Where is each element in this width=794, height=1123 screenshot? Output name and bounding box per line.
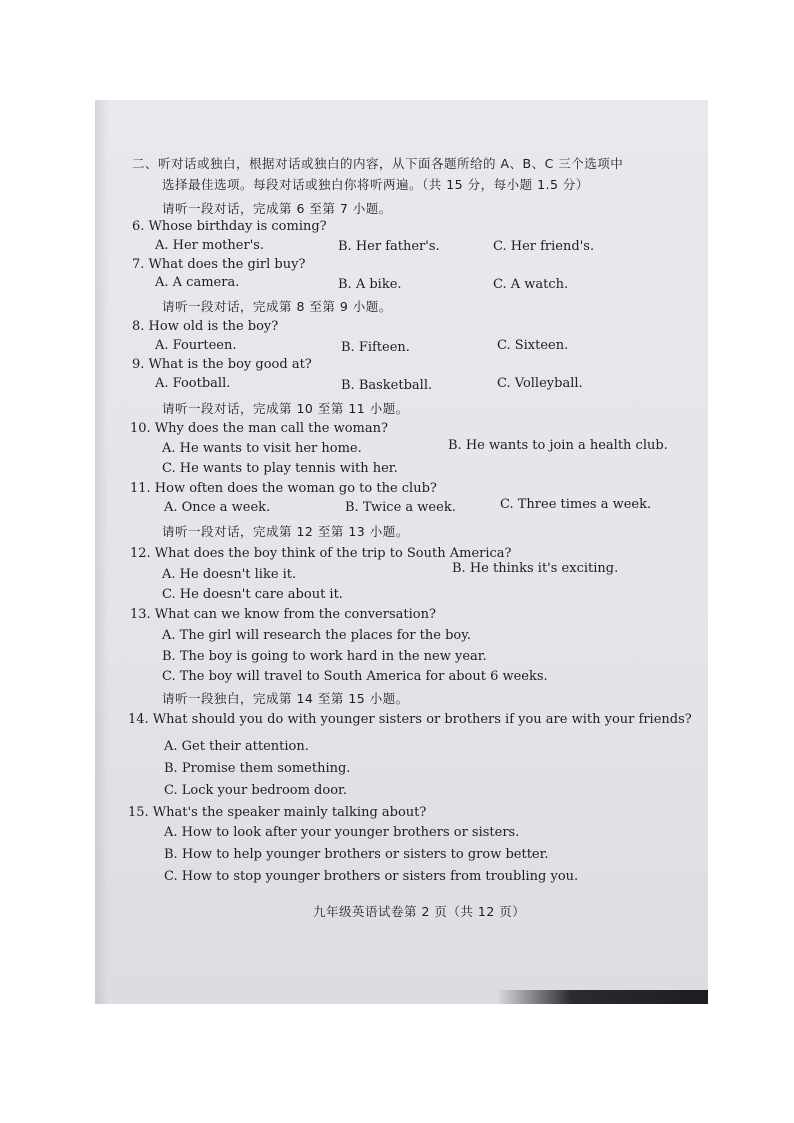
option-7a: A. A camera. xyxy=(155,275,240,290)
option-9b: B. Basketball. xyxy=(341,378,433,393)
instruction-q12-13: 请听一段对话，完成第 12 至第 13 小题。 xyxy=(162,524,409,539)
option-8a: A. Fourteen. xyxy=(155,338,237,353)
question-15: 15. What's the speaker mainly talking about? xyxy=(128,805,427,820)
question-10: 10. Why does the man call the woman? xyxy=(130,421,388,436)
option-8c: C. Sixteen. xyxy=(497,338,569,353)
question-7: 7. What does the girl buy? xyxy=(132,257,306,272)
option-13c: C. The boy will travel to South America for about 6 weeks. xyxy=(162,669,548,684)
question-6: 6. Whose birthday is coming? xyxy=(132,219,327,234)
section-heading-line-2: 选择最佳选项。每段对话或独白你将听两遍。（共 15 分，每小题 1.5 分） xyxy=(162,177,589,192)
option-15b: B. How to help younger brothers or sisters to grow better. xyxy=(164,847,549,862)
question-8: 8. How old is the boy? xyxy=(132,319,279,334)
page-footer: 九年级英语试卷第 2 页（共 12 页） xyxy=(313,904,526,919)
section-heading-line-1: 二、听对话或独白，根据对话或独白的内容，从下面各题所给的 A、B、C 三个选项中 xyxy=(132,156,624,171)
question-13: 13. What can we know from the conversation? xyxy=(130,607,436,622)
option-14c: C. Lock your bedroom door. xyxy=(164,783,347,798)
question-11: 11. How often does the woman go to the club? xyxy=(130,481,437,496)
option-14b: B. Promise them something. xyxy=(164,761,351,776)
instruction-q6-7: 请听一段对话，完成第 6 至第 7 小题。 xyxy=(162,201,392,216)
option-12a: A. He doesn't like it. xyxy=(162,567,297,582)
option-6b: B. Her father's. xyxy=(338,239,440,254)
option-13b: B. The boy is going to work hard in the new year. xyxy=(162,649,487,664)
option-7b: B. A bike. xyxy=(338,277,402,292)
scanned-page-photo xyxy=(95,100,708,1004)
option-9a: A. Football. xyxy=(155,376,231,391)
option-8b: B. Fifteen. xyxy=(341,340,410,355)
option-12c: C. He doesn't care about it. xyxy=(162,587,343,602)
option-14a: A. Get their attention. xyxy=(164,739,309,754)
option-11a: A. Once a week. xyxy=(164,500,271,515)
option-12b: B. He thinks it's exciting. xyxy=(452,561,619,576)
question-9: 9. What is the boy good at? xyxy=(132,357,312,372)
question-14: 14. What should you do with younger sisters or brothers if you are with your friends? xyxy=(128,712,692,727)
option-10b: B. He wants to join a health club. xyxy=(448,438,668,453)
option-9c: C. Volleyball. xyxy=(497,376,583,391)
option-6c: C. Her friend's. xyxy=(493,239,595,254)
option-15c: C. How to stop younger brothers or sisters from troubling you. xyxy=(164,869,579,884)
option-11b: B. Twice a week. xyxy=(345,500,456,515)
instruction-q14-15: 请听一段独白，完成第 14 至第 15 小题。 xyxy=(162,691,409,706)
instruction-q8-9: 请听一段对话，完成第 8 至第 9 小题。 xyxy=(162,299,392,314)
exam-content xyxy=(95,100,708,1004)
option-10a: A. He wants to visit her home. xyxy=(162,441,362,456)
option-10c: C. He wants to play tennis with her. xyxy=(162,461,398,476)
option-13a: A. The girl will research the places for the boy. xyxy=(162,628,471,643)
option-6a: A. Her mother's. xyxy=(155,238,265,253)
option-15a: A. How to look after your younger brothers or sisters. xyxy=(164,825,520,840)
option-7c: C. A watch. xyxy=(493,277,569,292)
option-11c: C. Three times a week. xyxy=(500,497,652,512)
question-12: 12. What does the boy think of the trip to South America? xyxy=(130,546,512,561)
instruction-q10-11: 请听一段对话，完成第 10 至第 11 小题。 xyxy=(162,401,409,416)
